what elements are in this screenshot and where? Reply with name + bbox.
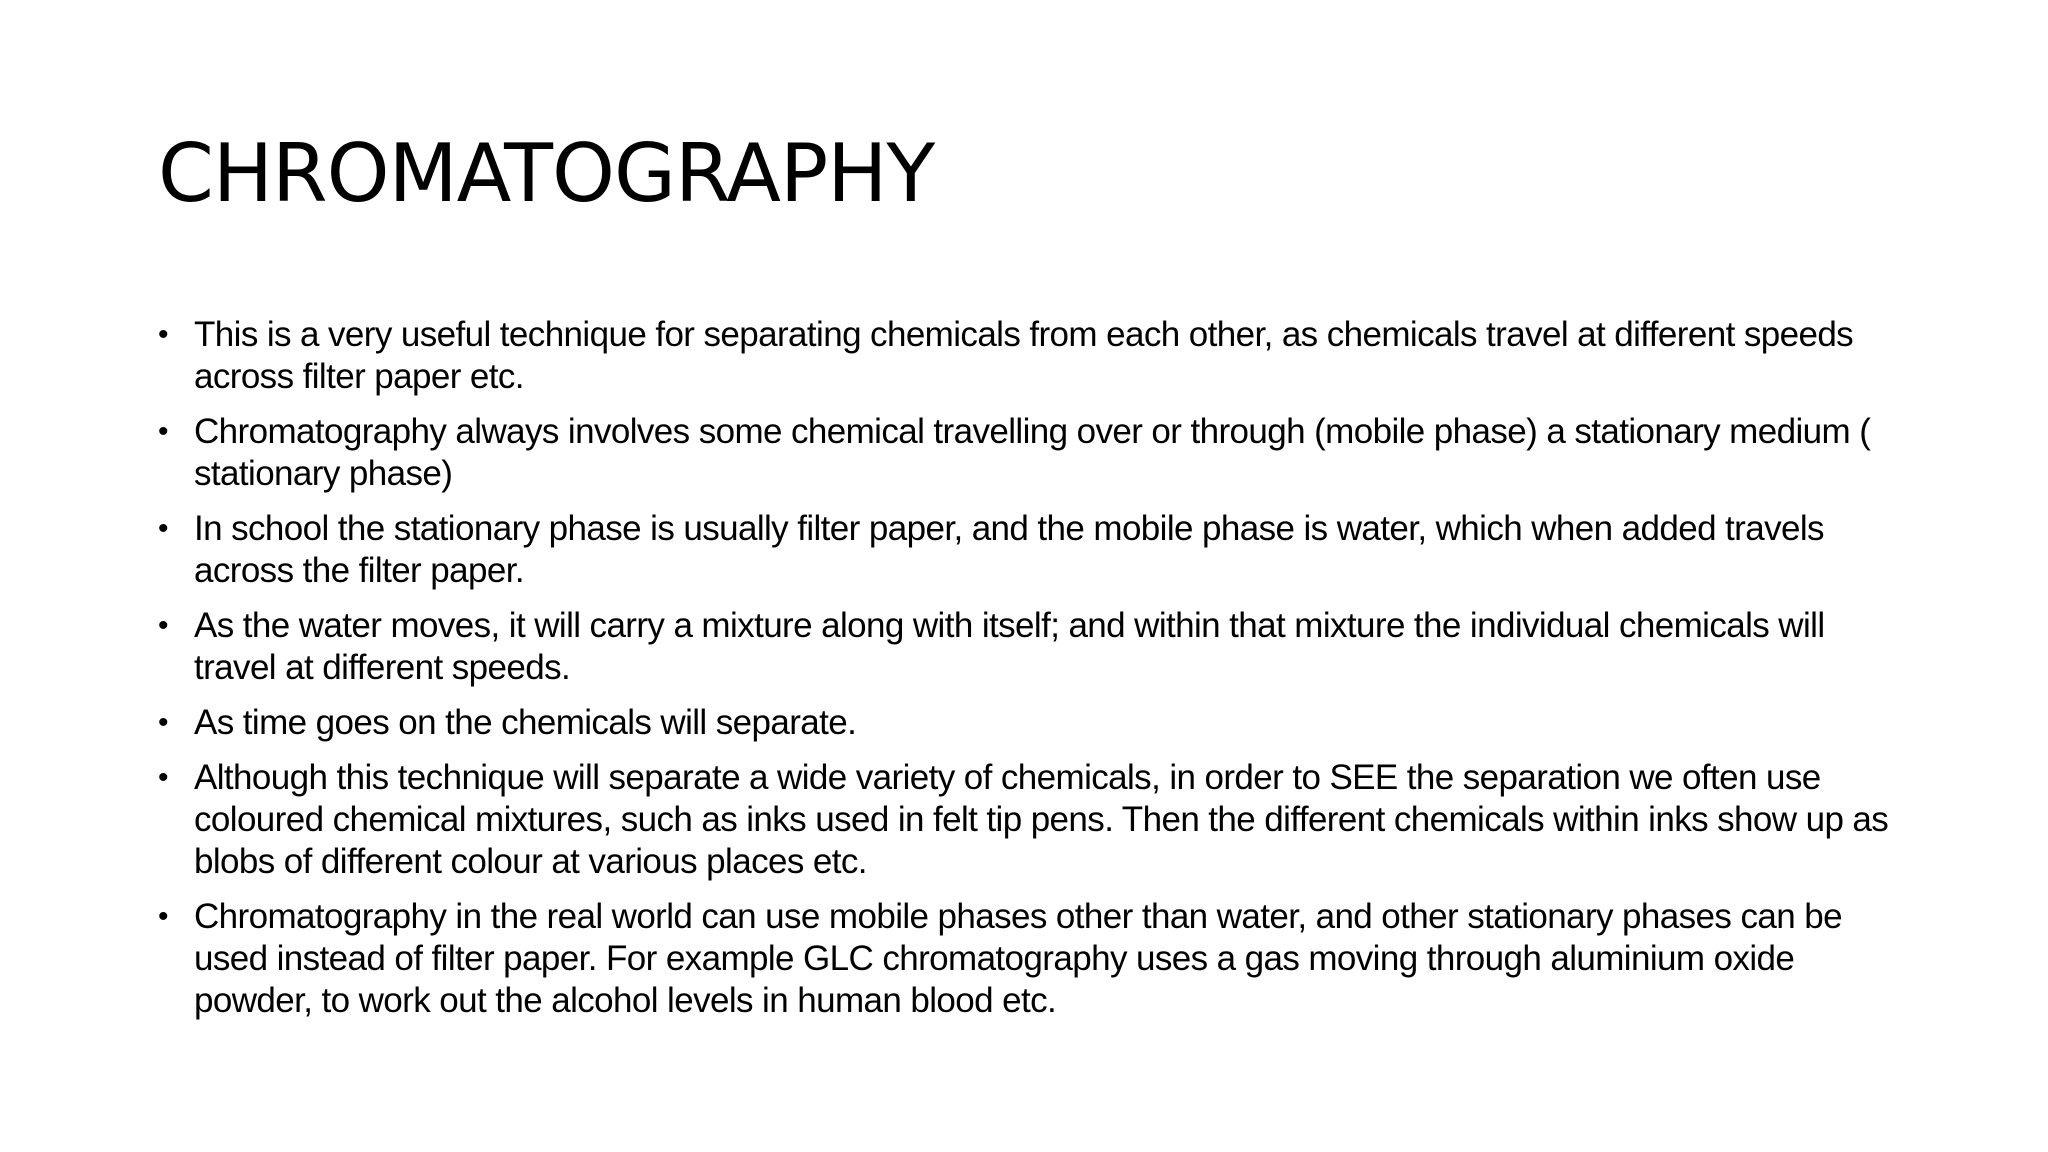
bullet-icon: •	[158, 512, 168, 545]
bullet-icon: •	[158, 318, 168, 351]
bullet-icon: •	[158, 415, 168, 448]
bullet-icon: •	[158, 706, 168, 739]
bullet-icon: •	[158, 761, 168, 794]
bullet-text: As the water moves, it will carry a mixture along with itself; and within that mixture the individual chemicals will travel at different speeds.	[194, 606, 1825, 687]
bullet-text: In school the stationary phase is usually filter paper, and the mobile phase is water, which when added travels across the filter paper.	[194, 509, 1824, 590]
list-item	[158, 314, 1898, 398]
list-item	[158, 702, 1898, 744]
bullet-text: Chromatography always involves some chemical travelling over or through (mobile phase) a stationary medium ( stationary phase)	[194, 412, 1871, 493]
list-item	[158, 605, 1898, 689]
slide-title: CHROMATOGRAPHY	[158, 127, 935, 220]
bullet-icon: •	[158, 609, 168, 642]
bullet-list	[158, 314, 1898, 1035]
bullet-icon: •	[158, 900, 168, 933]
list-item	[158, 411, 1898, 495]
bullet-text: Although this technique will separate a wide variety of chemicals, in order to SEE the separation we often use coloured chemical mixtures, such as inks used in felt tip pens. Then the different chemicals within inks show up as blobs of different colour at various places etc.	[194, 758, 1889, 881]
bullet-text: This is a very useful technique for separating chemicals from each other, as chemicals travel at different speeds across filter paper etc.	[194, 315, 1854, 396]
list-item	[158, 508, 1898, 592]
bullet-text: As time goes on the chemicals will separate.	[194, 703, 857, 742]
list-item	[158, 757, 1898, 883]
list-item	[158, 896, 1898, 1022]
bullet-text: Chromatography in the real world can use mobile phases other than water, and other stationary phases can be used instead of filter paper. For example GLC chromatography uses a gas moving through aluminium oxide powder, to work out the alcohol levels in human blood etc.	[194, 897, 1842, 1020]
